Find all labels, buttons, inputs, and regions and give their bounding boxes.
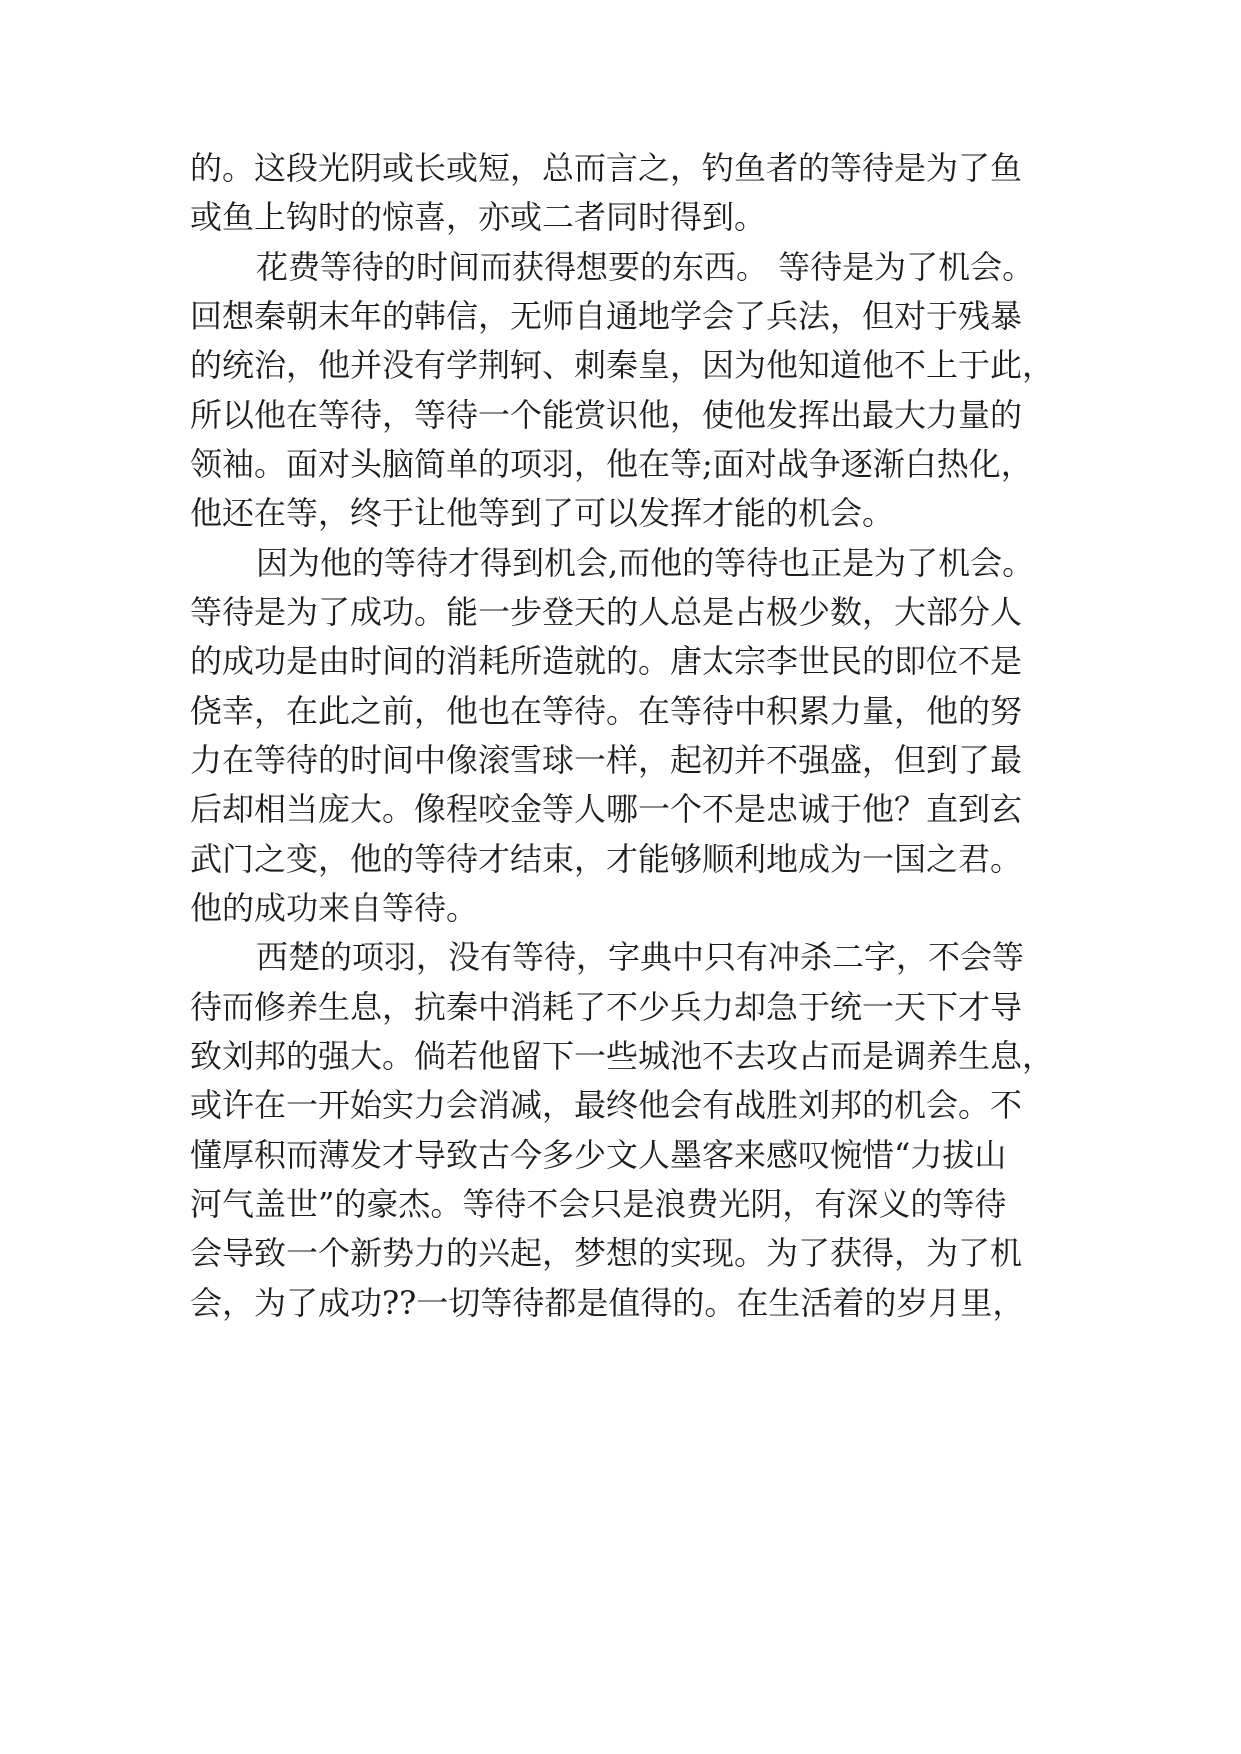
text-line-12: 侥幸，在此之前，他也在等待。在等待中积累力量，他的努 [190,692,1023,730]
text-line-6: 所以他在等待，等待一个能赏识他，使他发挥出最大力量的 [190,396,1023,434]
text-line-13: 力在等待的时间中像滚雪球一样，起初并不强盛，但到了最 [190,741,1023,779]
text-line-8: 他还在等，终于让他等到了可以发挥才能的机会。 [190,494,895,532]
paragraph-start-line: 因为他的等待才得到机会,而他的等待也正是为了机会。 [256,544,1035,582]
text-line-1: 的。这段光阴或长或短，总而言之，钓鱼者的等待是为了鱼 [190,149,1023,187]
text-line-7: 领袖。面对头脑简单的项羽，他在等;面对战争逐渐白热化， [190,445,1033,483]
text-line-23: 会导致一个新势力的兴起，梦想的实现。为了获得，为了机 [190,1234,1023,1272]
paragraph-start-line: 花费等待的时间而获得想要的东西。 等待是为了机会。 [256,248,1035,286]
text-line-4: 回想秦朝末年的韩信，无师自通地学会了兵法，但对于残暴 [190,297,1023,335]
text-line-19: 致刘邦的强大。倘若他留下一些城池不去攻占而是调养生息， [190,1037,1055,1075]
text-line-10: 等待是为了成功。能一步登天的人总是占极少数，大部分人 [190,593,1023,631]
text-line-18: 待而修养生息，抗秦中消耗了不少兵力却急于统一天下才导 [190,988,1023,1026]
paragraph-start-line: 西楚的项羽，没有等待，字典中只有冲杀二字，不会等 [256,938,1025,976]
text-line-20: 或许在一开始实力会消减，最终他会有战胜刘邦的机会。不 [190,1086,1023,1124]
text-line-5: 的统治，他并没有学荆轲、刺秦皇，因为他知道他不上于此， [190,346,1055,384]
text-line-14: 后却相当庞大。像程咬金等人哪一个不是忠诚于他？直到玄 [190,790,1023,828]
text-line-21: 懂厚积而薄发才导致古今多少文人墨客来感叹惋惜“力拔山 [190,1136,1007,1174]
text-line-22: 河气盖世”的豪杰。等待不会只是浪费光阴，有深义的等待 [190,1185,1007,1223]
text-line-15: 武门之变，他的等待才结束，才能够顺利地成为一国之君。 [190,840,1023,878]
text-line-11: 的成功是由时间的消耗所造就的。唐太宗李世民的即位不是 [190,642,1023,680]
text-line-16: 他的成功来自等待。 [190,889,479,927]
text-line-24: 会，为了成功??一切等待都是值得的。在生活着的岁月里， [190,1284,1025,1322]
text-line-2: 或鱼上钩时的惊喜，亦或二者同时得到。 [190,198,767,236]
